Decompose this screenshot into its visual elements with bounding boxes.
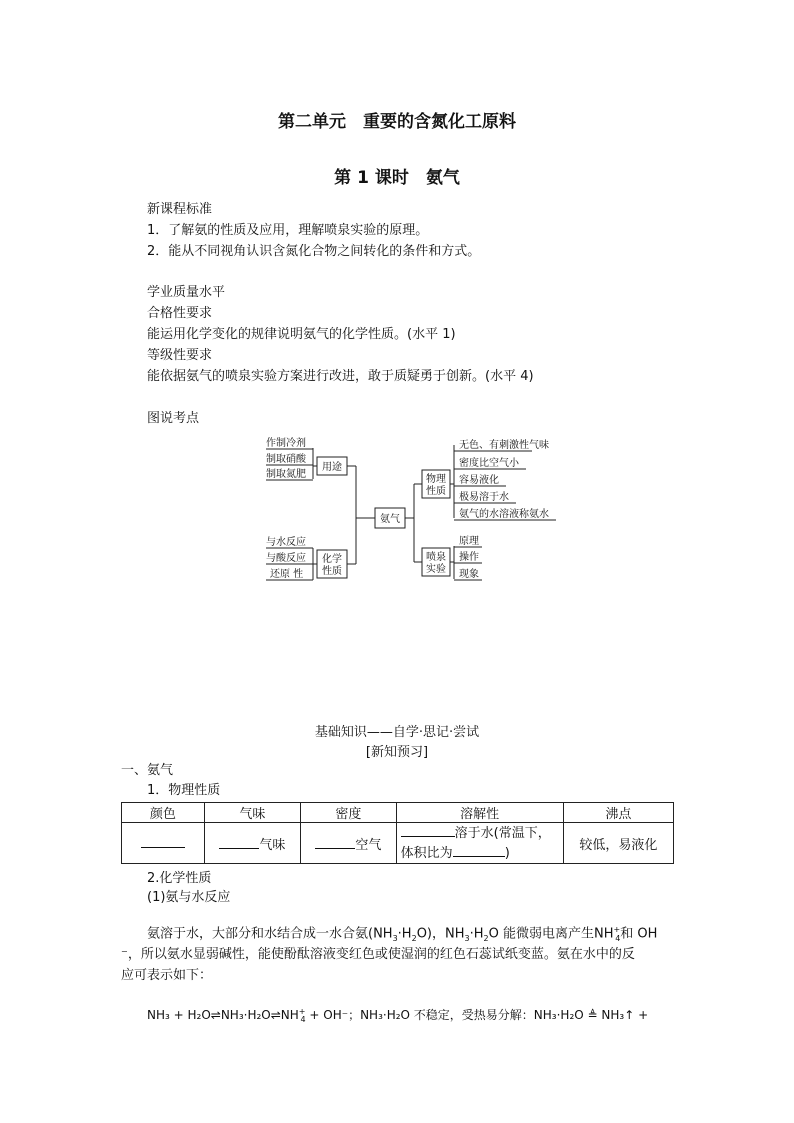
standard-item: 1．了解氨的性质及应用，理解喷泉实验的原理。 [147, 223, 429, 238]
center-label: 氨气 [380, 514, 400, 525]
physical-heading: 1．物理性质 [147, 783, 221, 798]
phys-item: 密度比空气小 [459, 458, 519, 469]
phys-item: 无色、有刺激性气味 [459, 440, 549, 451]
odor-cell: 气味 [204, 823, 301, 864]
chem-item: 与水反应 [266, 537, 306, 548]
unit-title: 第二单元 重要的含氮化工原料 [278, 112, 516, 132]
fountain-item: 操作 [459, 552, 479, 563]
phys-label: 物理 [426, 474, 446, 485]
fountain-item: 现象 [459, 569, 479, 580]
answer-blank[interactable] [453, 843, 505, 857]
concept-map [250, 430, 570, 590]
chem-label: 化学 [322, 554, 342, 565]
uses-item: 作制冷剂 [266, 438, 306, 449]
phys-label: 性质 [426, 486, 446, 497]
fountain-item: 原理 [459, 536, 479, 547]
phys-item: 氨气的水溶液称氨水 [459, 509, 549, 520]
table-header: 溶解性 [396, 803, 563, 823]
chem-item: 与酸反应 [266, 553, 306, 564]
solubility-cell: 溶于水(常温下， 体积比为 ) [396, 823, 563, 864]
lesson-title: 第 1 课时 氨气 [334, 168, 460, 188]
paragraph-line: 应可表示如下： [121, 968, 213, 983]
table-header: 密度 [301, 803, 397, 823]
fountain-label: 实验 [426, 564, 446, 575]
uses-item: 制取氮肥 [266, 469, 306, 480]
section-title: 基础知识——自学·思记·尝试 [314, 725, 480, 740]
section-subtitle: [新知预习] [365, 745, 429, 760]
part-heading: 一、氨气 [121, 763, 174, 778]
table-header: 沸点 [563, 803, 673, 823]
level-heading: 等级性要求 [147, 348, 213, 363]
quality-heading: 学业质量水平 [147, 285, 226, 300]
answer-blank[interactable] [219, 835, 259, 849]
chem-item: 还原 性 [270, 569, 304, 580]
answer-blank[interactable] [141, 834, 185, 848]
table-header: 气味 [204, 803, 301, 823]
equation-line: $NH_3 + H_2O\rightleftharpoons NH_3\cdot H_2O\rightleftharpoons NH^+_4 + OH^-$；NH₃·H₂O 不稳定，受热易分解：NH₃·H₂O ≜ NH₃↑ + [147, 1007, 649, 1025]
level-text: 能依据氨气的喷泉实验方案进行改进，敢于质疑勇于创新。(水平 4) [147, 369, 534, 384]
answer-blank[interactable] [401, 823, 455, 837]
chem-label: 性质 [322, 566, 342, 577]
fountain-label: 喷泉 [426, 552, 446, 563]
answer-blank[interactable] [315, 835, 355, 849]
color-cell [122, 823, 205, 864]
boiling-cell: 较低，易液化 [563, 823, 673, 864]
chemical-heading: 2.化学性质 [147, 871, 212, 886]
uses-item: 制取硝酸 [266, 454, 306, 465]
diagram-heading: 图说考点 [147, 411, 200, 426]
reaction-heading: (1)氨与水反应 [147, 890, 231, 905]
paragraph-line: ⁻，所以氨水显弱碱性，能使酚酞溶液变红色或使湿润的红色石蕊试纸变蓝。氨在水中的反 [121, 947, 635, 962]
standards-heading: 新课程标准 [147, 202, 213, 217]
uses-label: 用途 [322, 462, 342, 473]
density-cell: 空气 [301, 823, 397, 864]
phys-item: 极易溶于水 [459, 492, 509, 503]
pass-text: 能运用化学变化的规律说明氨气的化学性质。(水平 1) [147, 327, 456, 342]
paragraph-line: 氨溶于水，大部分和水结合成一水合氨$(NH_3\cdot H_2O)$，$NH_3\cdot H_2O$ 能微弱电离产生$NH^+_4$和 OH [147, 925, 658, 943]
table-header: 颜色 [122, 803, 205, 823]
standard-item: 2．能从不同视角认识含氮化合物之间转化的条件和方式。 [147, 244, 481, 259]
phys-item: 容易液化 [459, 475, 499, 486]
pass-heading: 合格性要求 [147, 306, 213, 321]
properties-table [121, 802, 674, 864]
